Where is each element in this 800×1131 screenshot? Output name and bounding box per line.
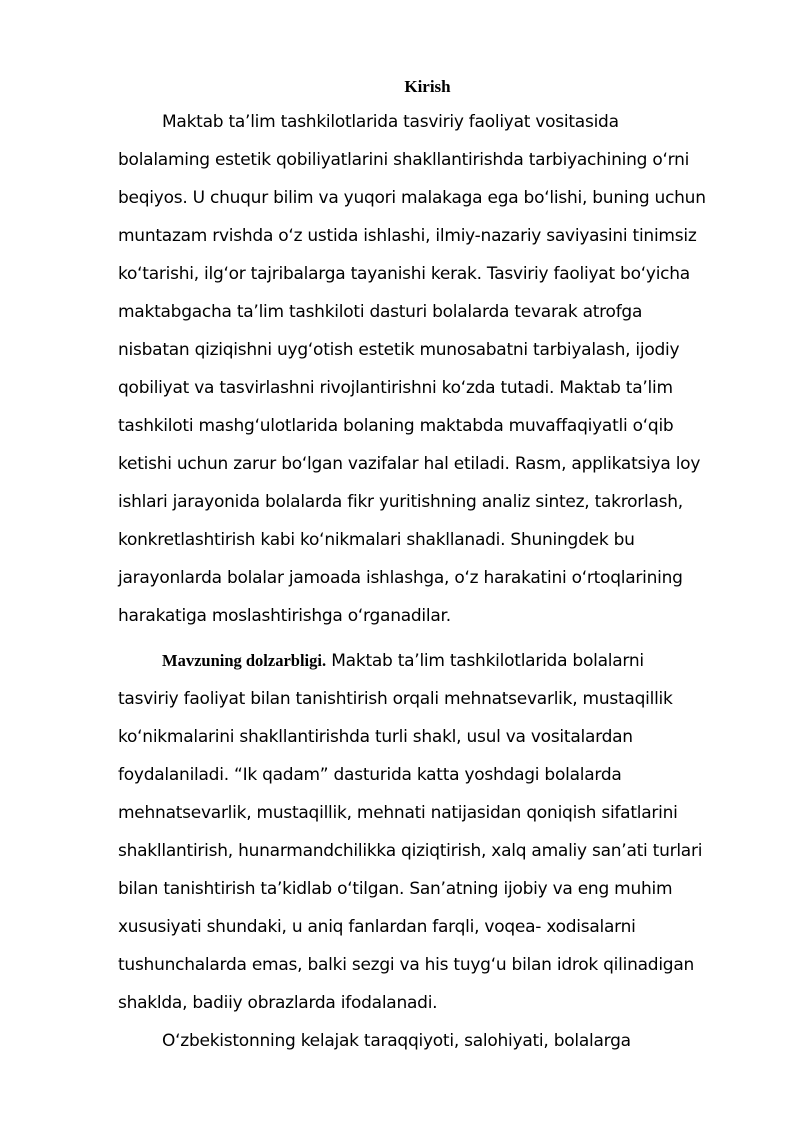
- paragraph-2-line: mehnatsevarlik, mustaqillik, mehnati natijasidan qoniqish sifatlarini: [118, 803, 678, 823]
- paragraph-1-line: muntazam rvishda o‘z ustida ishlashi, ilmiy-nazariy saviyasini tinimsiz: [118, 226, 697, 246]
- paragraph-1-line: nisbatan qiziqishni uyg‘otish estetik munosabatni tarbiyalash, ijodiy: [118, 340, 680, 360]
- paragraph-2-line: tasviriy faoliyat bilan tanishtirish orqali mehnatsevarlik, mustaqillik: [118, 689, 673, 709]
- paragraph-1-line: beqiyos. U chuqur bilim va yuqori malakaga ega bo‘lishi, buning uchun: [118, 188, 706, 208]
- paragraph-1-line: jarayonlarda bolalar jamoada ishlashga, o‘z harakatini o‘rtoqlarining: [118, 568, 683, 588]
- paragraph-1-line: harakatiga moslashtirishga o‘rganadilar.: [118, 606, 451, 626]
- paragraph-1-line: Maktab ta’lim tashkilotlarida tasviriy faoliyat vositasida: [162, 112, 619, 132]
- page-title: Kirish: [404, 77, 451, 96]
- paragraph-2-line: tushunchalarda emas, balki sezgi va his tuyg‘u bilan idrok qilinadigan: [118, 955, 695, 975]
- paragraph-lead-heading: Mavzuning dolzarbligi.: [162, 651, 327, 670]
- paragraph-1-line: bolalaming estetik qobiliyatlarini shakllantirishda tarbiyachining o‘rni: [118, 150, 690, 170]
- paragraph-2-line: shakllantirish, hunarmandchilikka qiziqtirish, xalq amaliy san’ati turlari: [118, 841, 703, 861]
- paragraph-2-line: xususiyati shundaki, u aniq fanlardan farqli, voqea- xodisalarni: [118, 917, 636, 937]
- paragraph-1-line: ishlari jarayonida bolalarda fikr yuritishning analiz sintez, takrorlash,: [118, 492, 683, 512]
- paragraph-1-line: tashkiloti mashg‘ulotlarida bolaning maktabda muvaffaqiyatli o‘qib: [118, 416, 674, 436]
- paragraph-1-line: ko‘tarishi, ilg‘or tajribalarga tayanishi kerak. Tasviriy faoliyat bo‘yicha: [118, 264, 690, 284]
- paragraph-2-first-line-text: Maktab ta’lim tashkilotlarida bolalarni: [326, 651, 644, 671]
- paragraph-3-line: O‘zbekistonning kelajak taraqqiyoti, salohiyati, bolalarga: [162, 1031, 631, 1051]
- paragraph-1-line: maktabgacha ta’lim tashkiloti dasturi bolalarda tevarak atrofga: [118, 302, 643, 322]
- paragraph-1-line: konkretlashtirish kabi ko‘nikmalari shakllanadi. Shuningdek bu: [118, 530, 635, 550]
- paragraph-2-first-line: [162, 649, 644, 673]
- paragraph-2-line: foydalaniladi. “Ik qadam” dasturida katta yoshdagi bolalarda: [118, 765, 622, 785]
- paragraph-2-line: bilan tanishtirish ta’kidlab o‘tilgan. San’atning ijobiy va eng muhim: [118, 879, 673, 899]
- paragraph-1-line: qobiliyat va tasvirlashni rivojlantirishni ko‘zda tutadi. Maktab ta’lim: [118, 378, 673, 398]
- paragraph-2-line: ko‘nikmalarini shakllantirishda turli shakl, usul va vositalardan: [118, 727, 633, 747]
- paragraph-2-line: shaklda, badiiy obrazlarda ifodalanadi.: [118, 993, 438, 1013]
- paragraph-1-line: ketishi uchun zarur bo‘lgan vazifalar hal etiladi. Rasm, applikatsiya loy: [118, 454, 701, 474]
